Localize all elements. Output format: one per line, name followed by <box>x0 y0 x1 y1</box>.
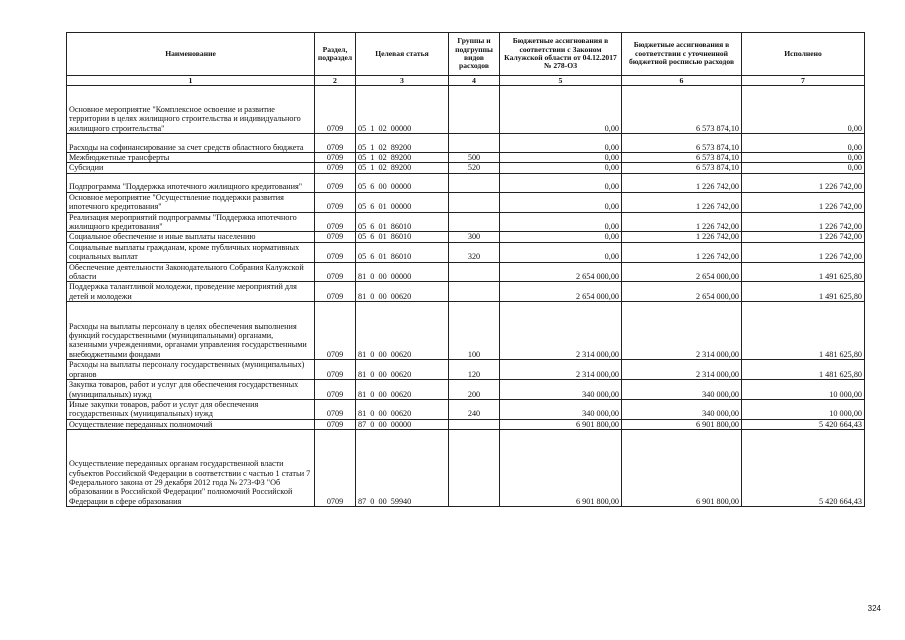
table-row <box>67 262 865 282</box>
row-group: 500 <box>449 153 500 163</box>
row-name: Иные закупки товаров, работ и услуг для обеспечения государственных (муниципальных) нужд <box>67 399 315 419</box>
column-numbers-row <box>67 76 865 86</box>
row-group: 520 <box>449 163 500 173</box>
row-group <box>449 134 500 153</box>
row-name: Социальные выплаты гражданам, кроме публичных нормативных социальных выплат <box>67 242 315 262</box>
row-budget-refined: 2 654 000,00 <box>622 282 742 302</box>
row-executed: 5 420 664,43 <box>742 430 865 507</box>
row-section: 0709 <box>315 360 356 380</box>
row-name: Реализация мероприятий подпрограммы "Поддержка ипотечного жилищного кредитования" <box>67 212 315 232</box>
row-section: 0709 <box>315 302 356 360</box>
row-executed: 1 481 625,80 <box>742 302 865 360</box>
row-target: 81 0 00 00620 <box>356 302 449 360</box>
row-name: Поддержка талантливой молодежи, проведение мероприятий для детей и молодежи <box>67 282 315 302</box>
col-number: 2 <box>315 76 356 86</box>
header-executed: Исполнено <box>742 33 865 76</box>
row-group: 100 <box>449 302 500 360</box>
table-row <box>67 153 865 163</box>
budget-table <box>66 32 865 507</box>
header-row <box>67 33 865 76</box>
header-target: Целевая статья <box>356 33 449 76</box>
row-name: Социальное обеспечение и иные выплаты населению <box>67 232 315 242</box>
row-section: 0709 <box>315 232 356 242</box>
table-row <box>67 86 865 134</box>
row-name: Основное мероприятие "Комплексное освоение и развитие территории в целях жилищного строительства и индивидуального жилищного строительства" <box>67 86 315 134</box>
row-target: 87 0 00 00000 <box>356 419 449 429</box>
table-row <box>67 360 865 380</box>
table-row <box>67 232 865 242</box>
row-group: 120 <box>449 360 500 380</box>
col-number: 5 <box>500 76 622 86</box>
row-budget-law: 2 654 000,00 <box>500 262 622 282</box>
row-name: Закупка товаров, работ и услуг для обеспечения государственных (муниципальных) нужд <box>67 380 315 400</box>
row-section: 0709 <box>315 86 356 134</box>
row-target: 05 6 01 86010 <box>356 242 449 262</box>
row-budget-refined: 1 226 742,00 <box>622 173 742 192</box>
row-group <box>449 86 500 134</box>
row-budget-refined: 1 226 742,00 <box>622 232 742 242</box>
table-row <box>67 399 865 419</box>
row-section: 0709 <box>315 262 356 282</box>
row-name: Расходы на выплаты персоналу государственных (муниципальных) органов <box>67 360 315 380</box>
row-budget-refined: 1 226 742,00 <box>622 192 742 212</box>
row-target: 05 1 02 89200 <box>356 163 449 173</box>
row-budget-refined: 6 901 800,00 <box>622 430 742 507</box>
row-name: Межбюджетные трансферты <box>67 153 315 163</box>
row-name: Расходы на софинансирование за счет средств областного бюджета <box>67 134 315 153</box>
page-number: 324 <box>867 604 881 613</box>
row-group: 200 <box>449 380 500 400</box>
row-executed: 0,00 <box>742 86 865 134</box>
row-budget-law: 2 314 000,00 <box>500 302 622 360</box>
row-executed: 0,00 <box>742 153 865 163</box>
row-executed: 1 491 625,80 <box>742 262 865 282</box>
row-budget-refined: 340 000,00 <box>622 380 742 400</box>
row-group <box>449 262 500 282</box>
col-number: 7 <box>742 76 865 86</box>
row-executed: 10 000,00 <box>742 380 865 400</box>
row-budget-refined: 2 314 000,00 <box>622 360 742 380</box>
table-row <box>67 430 865 507</box>
row-budget-law: 0,00 <box>500 134 622 153</box>
row-budget-refined: 6 901 800,00 <box>622 419 742 429</box>
row-section: 0709 <box>315 153 356 163</box>
row-section: 0709 <box>315 399 356 419</box>
col-number: 6 <box>622 76 742 86</box>
row-target: 81 0 00 00620 <box>356 360 449 380</box>
row-executed: 5 420 664,43 <box>742 419 865 429</box>
row-group <box>449 282 500 302</box>
row-executed: 1 226 742,00 <box>742 242 865 262</box>
row-executed: 1 226 742,00 <box>742 192 865 212</box>
row-budget-refined: 6 573 874,10 <box>622 153 742 163</box>
row-budget-law: 340 000,00 <box>500 399 622 419</box>
row-section: 0709 <box>315 192 356 212</box>
row-budget-refined: 6 573 874,10 <box>622 134 742 153</box>
row-budget-law: 0,00 <box>500 192 622 212</box>
row-target: 05 1 02 89200 <box>356 153 449 163</box>
row-budget-law: 6 901 800,00 <box>500 430 622 507</box>
row-name: Обеспечение деятельности Законодательного Собрания Калужской области <box>67 262 315 282</box>
row-section: 0709 <box>315 419 356 429</box>
row-name: Осуществление переданных органам государственной власти субъектов Российской Федерации в соответствии с частью 1 статьи 7 Федерального закона от 29 декабря 2012 года № 273-ФЗ "Об образовании в Российской Федерации" полномочий Российской Федерации в сфере образования <box>67 430 315 507</box>
row-target: 05 6 01 86010 <box>356 232 449 242</box>
row-executed: 1 481 625,80 <box>742 360 865 380</box>
row-name: Осуществление переданных полномочий <box>67 419 315 429</box>
row-target: 05 1 02 89200 <box>356 134 449 153</box>
row-budget-refined: 1 226 742,00 <box>622 242 742 262</box>
table-row <box>67 380 865 400</box>
row-name: Субсидии <box>67 163 315 173</box>
row-executed: 0,00 <box>742 163 865 173</box>
row-section: 0709 <box>315 212 356 232</box>
row-section: 0709 <box>315 242 356 262</box>
row-group: 240 <box>449 399 500 419</box>
row-budget-law: 0,00 <box>500 153 622 163</box>
table-row <box>67 282 865 302</box>
row-budget-law: 2 654 000,00 <box>500 282 622 302</box>
row-target: 81 0 00 00620 <box>356 380 449 400</box>
row-target: 81 0 00 00000 <box>356 262 449 282</box>
row-budget-law: 340 000,00 <box>500 380 622 400</box>
row-target: 05 1 02 00000 <box>356 86 449 134</box>
row-budget-refined: 340 000,00 <box>622 399 742 419</box>
row-group <box>449 173 500 192</box>
row-executed: 1 491 625,80 <box>742 282 865 302</box>
table-body <box>67 86 865 507</box>
row-budget-refined: 1 226 742,00 <box>622 212 742 232</box>
row-executed: 1 226 742,00 <box>742 232 865 242</box>
row-executed: 0,00 <box>742 134 865 153</box>
row-executed: 1 226 742,00 <box>742 173 865 192</box>
row-budget-refined: 2 654 000,00 <box>622 262 742 282</box>
row-budget-law: 0,00 <box>500 212 622 232</box>
row-target: 81 0 00 00620 <box>356 282 449 302</box>
table-row <box>67 242 865 262</box>
col-number: 4 <box>449 76 500 86</box>
table-row <box>67 192 865 212</box>
row-target: 05 6 00 00000 <box>356 173 449 192</box>
row-name: Расходы на выплаты персоналу в целях обеспечения выполнения функций государственными (муниципальными) органами, казенными учреждениями, органами управления государственными внебюджетными фондами <box>67 302 315 360</box>
row-budget-law: 6 901 800,00 <box>500 419 622 429</box>
row-group: 300 <box>449 232 500 242</box>
header-budget-refined: Бюджетные ассигнования в соответствии с уточненной бюджетной росписью расходов <box>622 33 742 76</box>
row-budget-law: 0,00 <box>500 86 622 134</box>
row-target: 05 6 01 86010 <box>356 212 449 232</box>
row-section: 0709 <box>315 430 356 507</box>
row-budget-law: 0,00 <box>500 242 622 262</box>
row-group <box>449 212 500 232</box>
row-section: 0709 <box>315 163 356 173</box>
table-row <box>67 419 865 429</box>
col-number: 1 <box>67 76 315 86</box>
row-group: 320 <box>449 242 500 262</box>
header-section: Раздел, подраздел <box>315 33 356 76</box>
col-number: 3 <box>356 76 449 86</box>
row-group <box>449 419 500 429</box>
header-groups: Группы и подгруппы видов расходов <box>449 33 500 76</box>
row-budget-law: 2 314 000,00 <box>500 360 622 380</box>
row-section: 0709 <box>315 380 356 400</box>
row-budget-law: 0,00 <box>500 163 622 173</box>
row-section: 0709 <box>315 173 356 192</box>
table-row <box>67 212 865 232</box>
header-budget-law: Бюджетные ассигнования в соответствии с Законом Калужской области от 04.12.2017 № 278-ОЗ <box>500 33 622 76</box>
row-budget-refined: 6 573 874,10 <box>622 86 742 134</box>
row-target: 81 0 00 00620 <box>356 399 449 419</box>
header-name: Наименование <box>67 33 315 76</box>
row-executed: 1 226 742,00 <box>742 212 865 232</box>
row-budget-refined: 2 314 000,00 <box>622 302 742 360</box>
table-row <box>67 163 865 173</box>
row-section: 0709 <box>315 282 356 302</box>
row-executed: 10 000,00 <box>742 399 865 419</box>
row-name: Подпрограмма "Поддержка ипотечного жилищного кредитования" <box>67 173 315 192</box>
row-target: 87 0 00 59940 <box>356 430 449 507</box>
row-name: Основное мероприятие "Осуществление поддержки развития ипотечного кредитования" <box>67 192 315 212</box>
row-budget-law: 0,00 <box>500 173 622 192</box>
row-group <box>449 192 500 212</box>
row-group <box>449 430 500 507</box>
table-row <box>67 302 865 360</box>
row-budget-law: 0,00 <box>500 232 622 242</box>
row-section: 0709 <box>315 134 356 153</box>
table-row <box>67 134 865 153</box>
row-budget-refined: 6 573 874,10 <box>622 163 742 173</box>
row-target: 05 6 01 00000 <box>356 192 449 212</box>
table-row <box>67 173 865 192</box>
